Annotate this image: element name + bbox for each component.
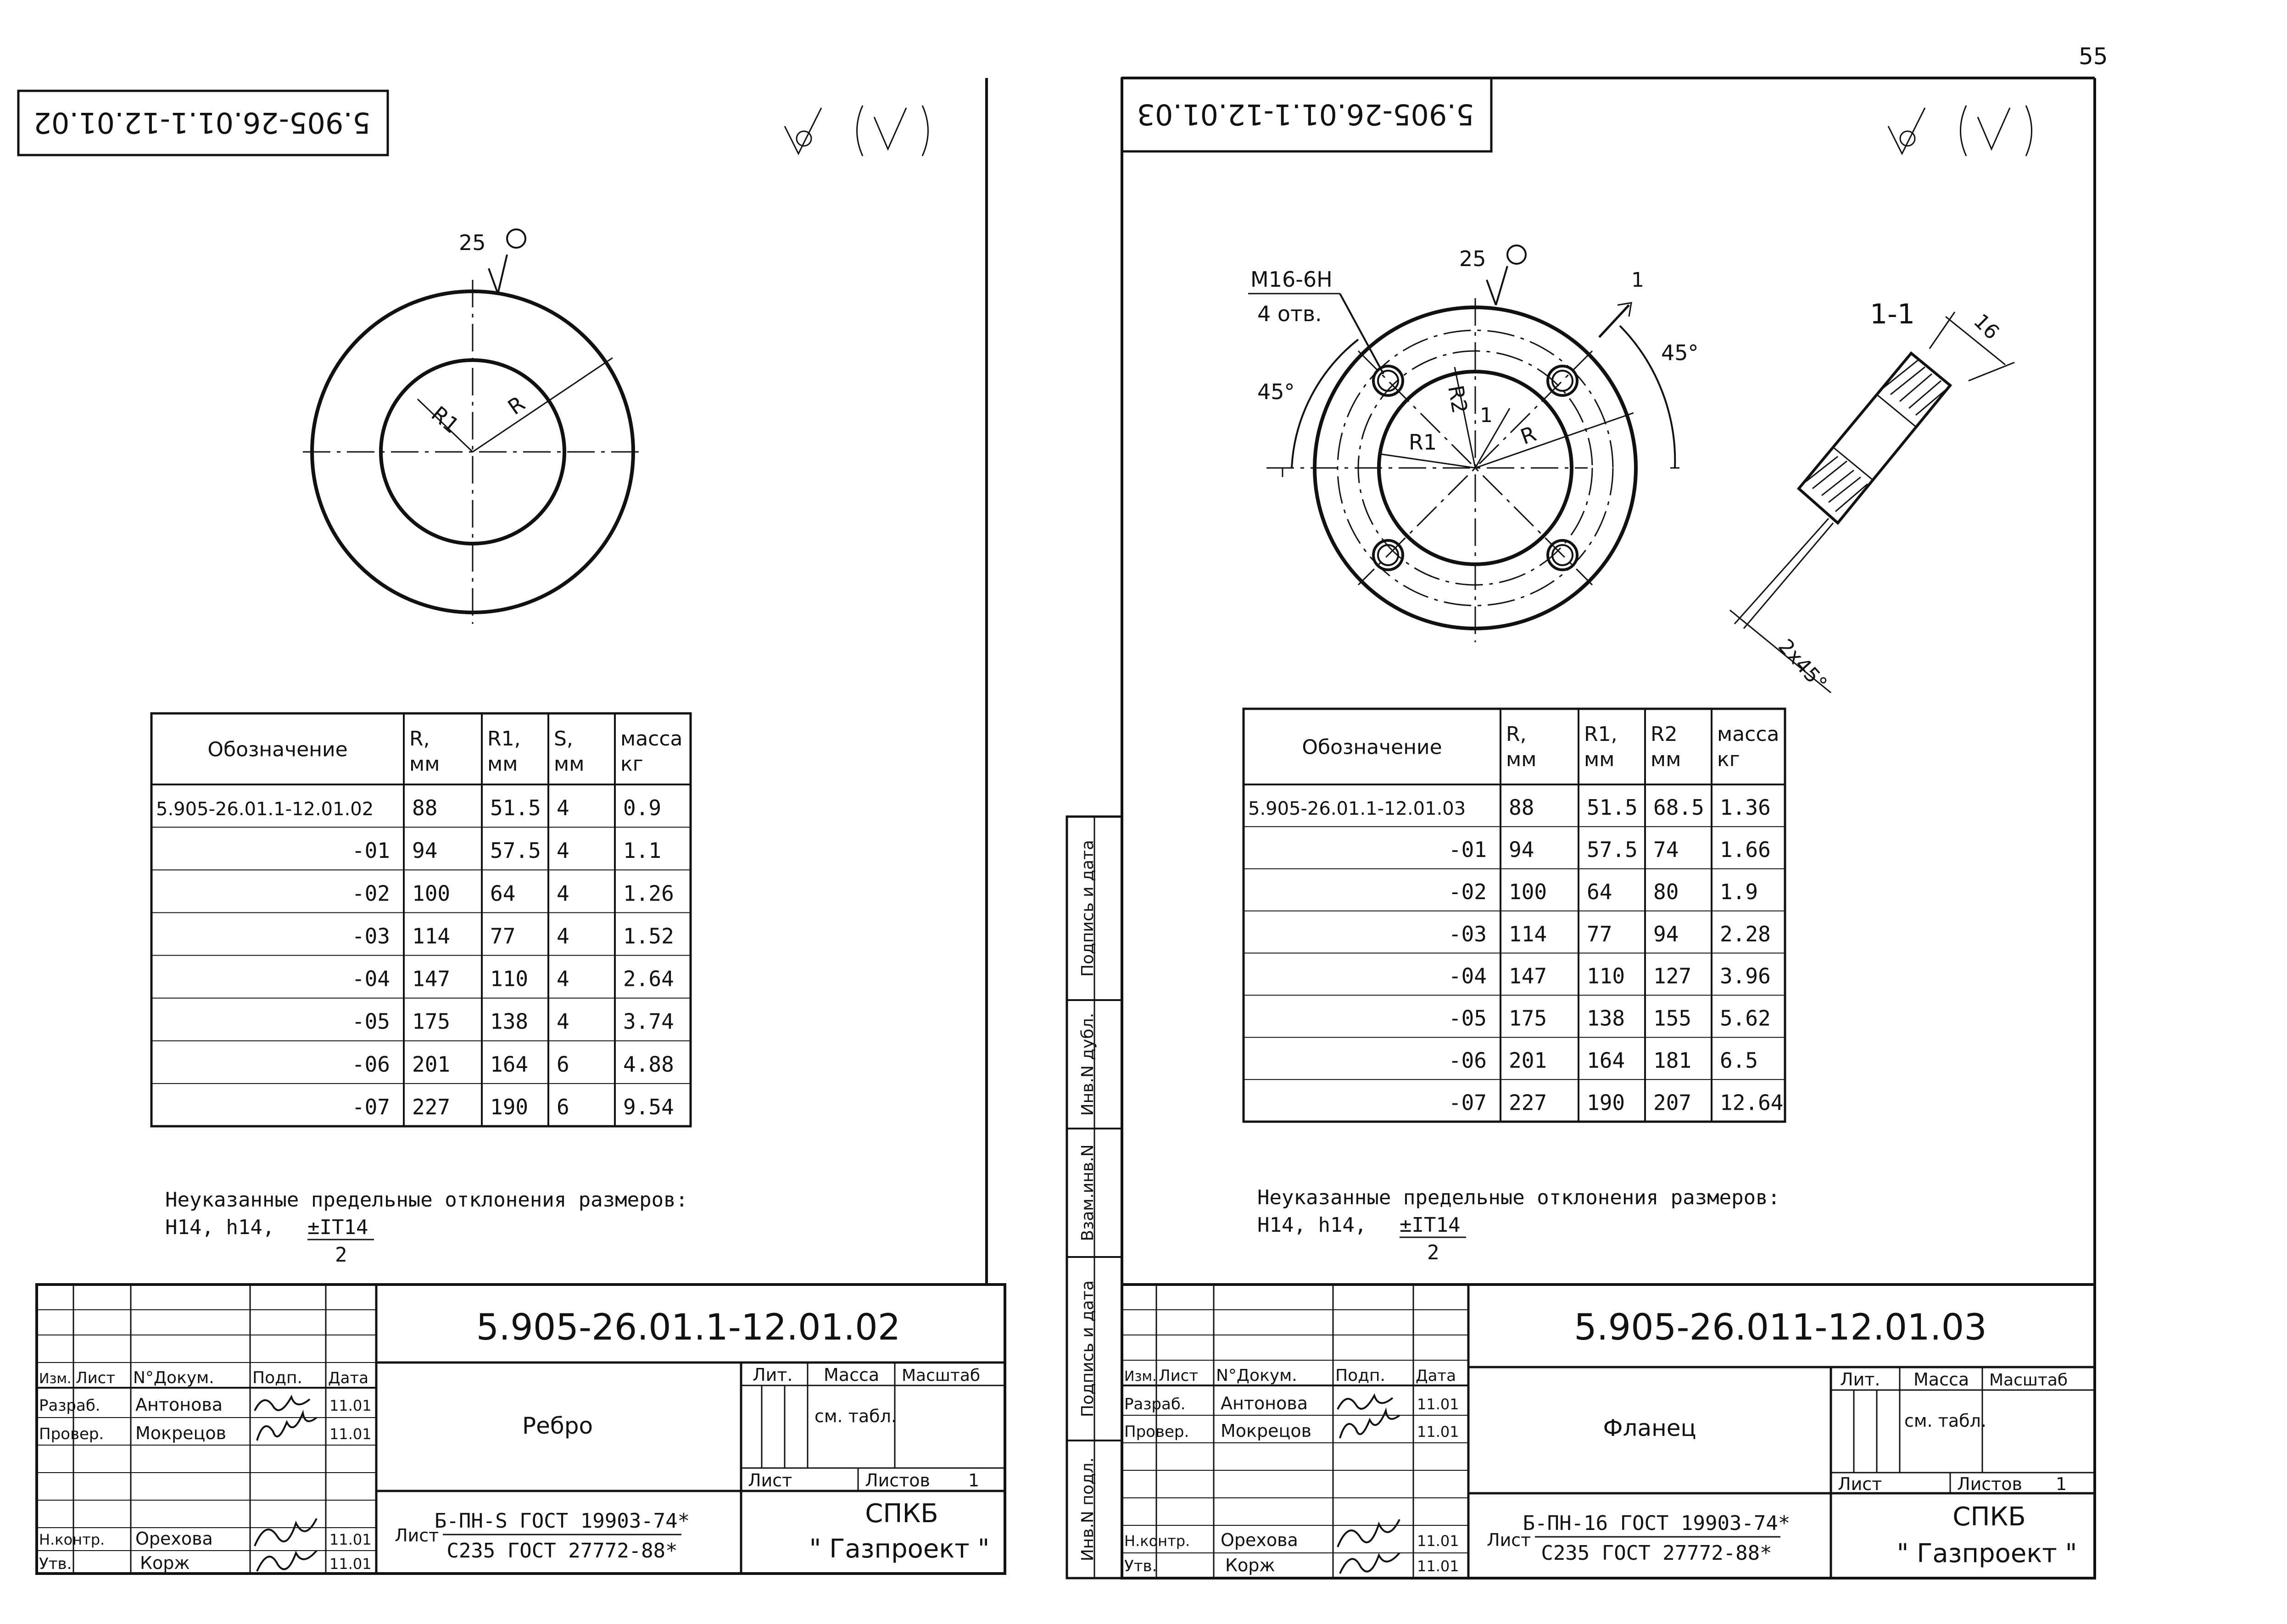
stamp-inv-podl: Инв.N подл. <box>1078 1457 1097 1562</box>
left-table-cell: 51.5 <box>490 795 541 821</box>
right-table-cell: 207 <box>1653 1090 1692 1115</box>
left-table-cell: -05 <box>351 1009 390 1034</box>
left-table-cell: 190 <box>490 1094 529 1119</box>
page-number: 55 <box>2079 43 2108 70</box>
right-tolerance-note <box>1257 1186 1780 1264</box>
right-table-cell: -07 <box>1448 1090 1487 1115</box>
left-col-doc: N°Докум. <box>133 1368 214 1387</box>
right-role-normcontrol: Н.контр. <box>1124 1532 1190 1550</box>
left-table-cell: 100 <box>412 881 451 906</box>
left-name-normcontrol: Орехова <box>135 1529 213 1549</box>
left-title-block <box>37 1285 1005 1574</box>
right-label-r: R <box>1517 421 1540 450</box>
left-designation: 5.905-26.01.1-12.01.02 <box>476 1307 901 1348</box>
right-tolerance-line2: H14, h14, <box>1257 1213 1367 1237</box>
right-table-cell: 100 <box>1509 879 1547 904</box>
right-date-approver: 11.01 <box>1417 1557 1459 1575</box>
right-table-cell: 77 <box>1587 921 1612 946</box>
right-header-cell: Обозначение <box>1302 735 1442 759</box>
left-role-developer: Разраб. <box>39 1396 100 1415</box>
right-table-cell: -04 <box>1448 963 1487 989</box>
left-table-cell: 3.74 <box>623 1009 674 1034</box>
right-label-r1: R1 <box>1409 430 1437 455</box>
stamp-inv-dubl: Инв.N дубл. <box>1078 1012 1097 1116</box>
right-header-cell: R2 <box>1651 723 1678 746</box>
right-part-name: Фланец <box>1603 1415 1696 1441</box>
right-table-cell: 74 <box>1653 837 1679 862</box>
left-date-developer: 11.01 <box>329 1397 372 1414</box>
left-date-approver: 11.01 <box>329 1555 372 1573</box>
right-table-cell: 147 <box>1509 963 1547 989</box>
left-sheets: Листов <box>865 1470 930 1491</box>
left-lit: Лит. <box>753 1365 793 1385</box>
right-org-line2: " Газпроект " <box>1897 1539 2077 1568</box>
left-tolerance-line1: Неуказанные предельные отклонения размеров: <box>165 1188 688 1212</box>
left-sheet: Лист <box>748 1470 792 1491</box>
left-table-cell: 4 <box>557 1009 569 1034</box>
left-tolerance-note <box>165 1188 688 1267</box>
left-table-cell: 175 <box>412 1009 451 1034</box>
left-table-cell: 4 <box>557 923 569 949</box>
left-table-cell: 88 <box>412 795 438 821</box>
left-role-checker: Провер. <box>39 1425 104 1443</box>
left-table-cell: 1.1 <box>623 838 662 863</box>
left-stamp-code: 5.905-26.01.1-12.01.02 <box>33 106 371 139</box>
chamfer-label: 2x45° <box>1774 634 1832 695</box>
left-roughness-value: 25 <box>459 230 486 255</box>
right-table-cell: 57.5 <box>1587 837 1638 862</box>
right-table-cell: 227 <box>1509 1090 1547 1115</box>
left-part-name: Ребро <box>522 1413 593 1439</box>
right-table-cell: 1.36 <box>1720 795 1771 820</box>
right-table <box>1244 709 1785 1122</box>
left-table-cell: 9.54 <box>623 1094 674 1119</box>
right-stamp-code: 5.905-26.01.1-12.01.03 <box>1137 98 1474 131</box>
right-table-cell: 1.9 <box>1720 879 1758 904</box>
right-tolerance-numerator: ±IT14 <box>1400 1213 1461 1237</box>
angle-left: 45° <box>1257 379 1295 404</box>
right-table-cell: -02 <box>1448 879 1487 904</box>
left-role-normcontrol: Н.контр. <box>39 1531 105 1548</box>
left-table-cell: 147 <box>412 966 451 991</box>
section-title: 1-1 <box>1870 298 1915 330</box>
right-material-line2: С235 ГОСТ 27772-88* <box>1541 1541 1772 1565</box>
left-table-cell: -06 <box>351 1051 390 1077</box>
right-table-rows <box>1244 723 1785 1115</box>
right-col-sign: Подп. <box>1335 1366 1385 1385</box>
left-table-cell: 4 <box>557 966 569 991</box>
right-mass-value: см. табл. <box>1904 1411 1986 1431</box>
right-col-doc: N°Докум. <box>1216 1366 1297 1385</box>
right-mass: Масса <box>1913 1369 1969 1390</box>
right-designation: 5.905-26.011-12.01.03 <box>1574 1307 1987 1348</box>
right-signatures <box>1338 1396 1400 1574</box>
right-table-cell: -06 <box>1448 1048 1487 1073</box>
section-view <box>1730 298 2014 695</box>
left-table-cell: 201 <box>412 1051 451 1077</box>
left-table-cell: -04 <box>351 966 390 991</box>
right-label-r2: R2 <box>1443 383 1473 416</box>
left-table-rows <box>151 727 691 1119</box>
right-name-normcontrol: Орехова <box>1221 1530 1298 1550</box>
right-table-cell: 51.5 <box>1587 795 1638 820</box>
right-table-cell: 164 <box>1587 1048 1625 1073</box>
left-table-cell: 57.5 <box>490 838 541 863</box>
right-material-line1: Б-ПН-16 ГОСТ 19903-74* <box>1523 1512 1791 1535</box>
right-role-approver: Утв. <box>1124 1557 1157 1575</box>
flange-drawing <box>1248 245 1699 642</box>
right-table-cell: 181 <box>1653 1048 1692 1073</box>
left-table-cell: 110 <box>490 966 529 991</box>
left-material-line1: Б-ПН-S ГОСТ 19903-74* <box>434 1509 690 1533</box>
right-table-cell: 175 <box>1509 1006 1547 1031</box>
right-roughness-value: 25 <box>1459 246 1486 271</box>
left-header-cell: масса <box>620 727 683 751</box>
thread-label: M16-6H <box>1250 267 1333 292</box>
stamp-vzam: Взам.инв.N <box>1078 1144 1097 1241</box>
right-table-cell: 68.5 <box>1653 795 1704 820</box>
left-date-checker: 11.01 <box>329 1425 372 1443</box>
right-table-cell: 94 <box>1653 921 1679 946</box>
side-stamp-strip <box>1067 817 1122 1578</box>
right-table-cell: -05 <box>1448 1006 1487 1031</box>
right-col-list: Лист <box>1159 1367 1199 1385</box>
left-table-cell: 4 <box>557 881 569 906</box>
right-table-cell: -03 <box>1448 921 1487 946</box>
left-label-r1: R1 <box>426 401 464 439</box>
left-table-cell: 94 <box>412 838 438 863</box>
right-table-cell: 6.5 <box>1720 1048 1758 1073</box>
left-header-cell: S, <box>554 727 573 751</box>
holes-label: 4 отв. <box>1257 301 1322 326</box>
right-table-cell: 114 <box>1509 921 1547 946</box>
left-drawing <box>18 78 1005 1574</box>
left-scale: Масштаб <box>902 1366 981 1385</box>
right-roughness-symbol <box>1888 106 2032 156</box>
left-col-izm: Изм. <box>39 1371 72 1387</box>
right-sheets: Листов <box>1957 1474 2022 1494</box>
left-table-cell: 4.88 <box>623 1051 674 1077</box>
left-col-sign: Подп. <box>252 1368 302 1387</box>
left-header-cell: R, <box>409 727 430 751</box>
right-table-cell: -01 <box>1448 837 1487 862</box>
right-table-cell: 2.28 <box>1720 921 1771 946</box>
right-header-cell: мм <box>1506 748 1537 771</box>
right-header-cell: мм <box>1651 748 1681 771</box>
thickness-label: 16 <box>1969 309 2004 345</box>
right-table-cell: 190 <box>1587 1090 1625 1115</box>
left-name-developer: Антонова <box>135 1395 223 1415</box>
left-table-cell: 5.905-26.01.1-12.01.02 <box>156 799 374 820</box>
left-col-list: Лист <box>76 1369 116 1387</box>
right-table-cell: 94 <box>1509 837 1534 862</box>
right-header-cell: R1, <box>1584 723 1618 746</box>
right-role-checker: Провер. <box>1124 1423 1189 1441</box>
left-sheets-count: 1 <box>968 1470 980 1491</box>
left-material-line2: С235 ГОСТ 27772-88* <box>446 1539 678 1563</box>
right-tolerance-line1: Неуказанные предельные отклонения размеров: <box>1257 1186 1780 1209</box>
right-table-cell: 64 <box>1587 879 1612 904</box>
left-date-normcontrol: 11.01 <box>329 1531 372 1548</box>
right-table-cell: 12.64 <box>1720 1090 1784 1115</box>
section-marker: 1 <box>1631 268 1644 292</box>
left-header-cell: мм <box>409 752 440 776</box>
right-table-cell: 138 <box>1587 1006 1625 1031</box>
left-table-cell: 138 <box>490 1009 529 1034</box>
stamp-podpis-1: Подпись и дата <box>1078 1280 1097 1418</box>
left-signatures <box>255 1397 317 1571</box>
section-hatch <box>1806 360 1946 512</box>
stamp-podpis-2: Подпись и дата <box>1078 840 1097 977</box>
right-table-cell: 1.66 <box>1720 837 1771 862</box>
right-header-cell: масса <box>1717 723 1779 746</box>
left-table-cell: -02 <box>351 881 390 906</box>
left-table-cell: -03 <box>351 923 390 949</box>
right-sheet: Лист <box>1838 1474 1882 1494</box>
left-header-cell: R1, <box>487 727 521 751</box>
left-table-cell: 1.52 <box>623 923 674 949</box>
left-table <box>151 713 691 1126</box>
right-tolerance-denominator: 2 <box>1427 1241 1439 1264</box>
angle-right: 45° <box>1661 340 1699 365</box>
left-org-line2: " Газпроект " <box>809 1534 990 1564</box>
left-table-cell: 6 <box>557 1051 569 1077</box>
right-table-cell: 3.96 <box>1720 963 1771 989</box>
left-label-r: R <box>503 391 530 420</box>
rib-ring-drawing <box>303 229 642 624</box>
right-name-approver: Корж <box>1225 1555 1275 1575</box>
right-col-date: Дата <box>1416 1367 1456 1385</box>
right-table-cell: 155 <box>1653 1006 1692 1031</box>
right-name-developer: Антонова <box>1221 1393 1308 1413</box>
right-material-prefix: Лист <box>1487 1530 1531 1550</box>
left-header-cell: мм <box>554 752 585 776</box>
right-org-line1: СПКБ <box>1952 1502 2026 1532</box>
right-header-cell: кг <box>1717 748 1740 771</box>
right-table-cell: 80 <box>1653 879 1679 904</box>
right-label-center-1: 1 <box>1480 404 1493 427</box>
right-header-cell: R, <box>1506 723 1527 746</box>
left-table-cell: 227 <box>412 1094 451 1119</box>
left-name-checker: Мокрецов <box>135 1423 226 1443</box>
left-mass-value: см. табл. <box>814 1406 897 1426</box>
left-header-cell: мм <box>487 752 518 776</box>
left-tolerance-numerator: ±IT14 <box>307 1216 368 1239</box>
left-table-cell: 114 <box>412 923 451 949</box>
left-tolerance-denominator: 2 <box>335 1243 347 1267</box>
right-title-block <box>1122 1285 2095 1578</box>
left-name-approver: Корж <box>140 1553 190 1573</box>
left-roughness-symbol <box>785 106 928 156</box>
right-date-normcontrol: 11.01 <box>1417 1532 1459 1550</box>
right-date-checker: 11.01 <box>1417 1423 1459 1440</box>
right-drawing <box>1067 78 2095 1578</box>
right-table-cell: 5.62 <box>1720 1006 1771 1031</box>
right-table-cell: 110 <box>1587 963 1625 989</box>
left-mass: Масса <box>824 1365 880 1385</box>
left-table-cell: 1.26 <box>623 881 674 906</box>
left-table-cell: 6 <box>557 1094 569 1119</box>
left-material-prefix: Лист <box>395 1525 439 1546</box>
left-table-cell: -01 <box>351 838 390 863</box>
left-table-cell: 164 <box>490 1051 529 1077</box>
left-table-cell: 2.64 <box>623 966 674 991</box>
right-col-izm: Изм. <box>1124 1368 1157 1385</box>
right-table-cell: 127 <box>1653 963 1692 989</box>
left-col-date: Дата <box>328 1369 369 1387</box>
left-table-cell: 64 <box>490 881 516 906</box>
right-date-developer: 11.01 <box>1417 1396 1459 1413</box>
right-name-checker: Мокрецов <box>1221 1421 1311 1441</box>
left-tolerance-line2: H14, h14, <box>165 1216 275 1239</box>
right-sheets-count: 1 <box>2056 1474 2067 1494</box>
right-role-developer: Разраб. <box>1124 1395 1186 1413</box>
left-table-cell: 0.9 <box>623 795 662 821</box>
left-header-cell: кг <box>620 752 643 776</box>
left-role-approver: Утв. <box>39 1555 72 1573</box>
left-table-cell: -07 <box>351 1094 390 1119</box>
left-table-cell: 4 <box>557 795 569 821</box>
right-table-cell: 88 <box>1509 795 1534 820</box>
right-table-cell: 201 <box>1509 1048 1547 1073</box>
left-table-cell: 4 <box>557 838 569 863</box>
left-table-cell: 77 <box>490 923 516 949</box>
left-header-cell: Обозначение <box>207 738 348 762</box>
right-lit: Лит. <box>1840 1369 1880 1390</box>
right-header-cell: мм <box>1584 748 1615 771</box>
right-scale: Масштаб <box>1989 1371 2068 1390</box>
left-org-line1: СПКБ <box>865 1499 938 1529</box>
right-table-cell: 5.905-26.01.1-12.01.03 <box>1248 798 1466 820</box>
